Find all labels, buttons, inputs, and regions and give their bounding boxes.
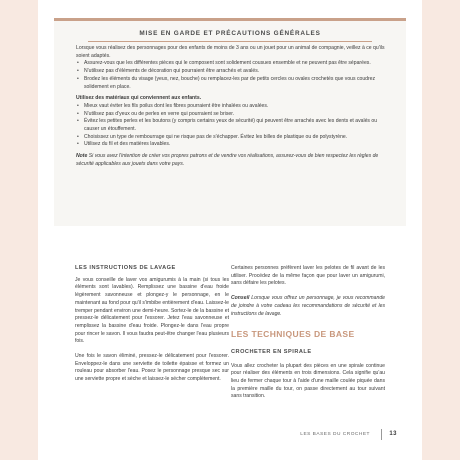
list-item: • N'utilisez pas d'yeux ou de perles en verre qui pourraient se briser.: [76, 111, 386, 119]
advice-paragraph: [231, 295, 385, 318]
list-item: • Assurez-vous que les différentes pièces qui le composent sont solidement cousues ensemble et ne peuvent pas être séparées.: [76, 60, 386, 68]
spiral-heading: CROCHETER EN SPIRALE: [231, 348, 312, 355]
footer-divider: [381, 429, 382, 440]
bullet-list-1: [76, 60, 386, 91]
page-number: 13: [389, 431, 397, 437]
note-text: Si vous avez l'intention de créer vos propres patrons et de vendre vos réalisations, assurez-vous de bien respectez les règles de sécurité applicables aux jouets dans votre pays.: [76, 153, 379, 167]
box-body: [76, 45, 386, 169]
list-item: • Utilisez du fil et des matières lavables.: [76, 141, 386, 149]
box-title: MISE EN GARDE ET PRÉCAUTIONS GÉNÉRALES: [139, 30, 321, 37]
book-page: [38, 0, 422, 460]
bullet-list-2: [76, 103, 386, 149]
box-note: [76, 153, 386, 168]
safety-box: [54, 18, 406, 226]
section-title: LES TECHNIQUES DE BASE: [231, 329, 355, 340]
running-head: LES BASES DU CROCHET: [300, 432, 370, 437]
list-item: • Évitez les petites perles et les boutons (y compris certains yeux de sécurité) qui peuvent être arrachés avec les dents et avalés ou causer un étouffement.: [76, 118, 386, 133]
washing-paragraph-2: Une fois le savon éliminé, pressez-le délicatement pour l'essorer. Enveloppez-le dans une serviette de toilette épaisse et formez un rouleau pour absorber l'eau. Posez le personnage presque sec sur une serviette propre et sèche et laissez-le sécher complètement.: [75, 353, 229, 383]
title-rule: [88, 41, 372, 42]
note-label: Note: [76, 153, 88, 160]
list-item: • Choisissez un type de rembourrage qui ne risque pas de s'échapper. Évitez les billes de plastique ou de polystyrène.: [76, 134, 386, 142]
list-item: • Mieux vaut éviter les fils poilus dont les fibres pourraient être inhalées ou avalées.: [76, 103, 386, 111]
spiral-paragraph: Vous allez crocheter la plupart des pièces en une spirale continue pour réaliser des éléments en trois dimensions. Cela signifie qu'au lieu de fermer chaque tour à l'aide d'une maille coulée piquée dans la première maille du tour, on passe directement au tour suivant sans transition.: [231, 362, 385, 400]
list-item: • Brodez les éléments du visage (yeux, nez, bouche) ou remplacez-les par de petits cercles ou ovales crochetés que vous coudrez solidement en place.: [76, 76, 386, 91]
list-item: • N'utilisez pas d'éléments de décoration qui pourraient être arrachés et avalés.: [76, 68, 386, 76]
advice-text: Lorsque vous offrez un personnage, je vous recommande de joindre à votre cadeau les recommandations de sécurité et les instructions de lavage.: [231, 295, 385, 317]
box-intro: Lorsque vous réalisez des personnages pour des enfants de moins de 3 ans ou un jouet pour un animal de compagnie, veillez à ce qu'ils soient adaptés.: [76, 45, 385, 59]
washing-paragraph-1: Je vous conseille de laver vos amigurumis à la main (si tous les éléments sont lavables). Remplissez une bassine d'eau froide légèrement savonneuse et plongez-y le personnage, en le maintenant au fond pour qu'il s'imbibe entièrement d'eau. Laissez-le tremper pendant environ une demi-heure. Sortez-le de la bassine et pressez-le délicatement pour l'essorer. Jetez l'eau savonneuse et remplissez la bassine d'eau froide. Plongez-le dans l'eau propre pour rincer le savon. Il vous faudra peut-être changer l'eau plusieurs fois.: [75, 276, 229, 345]
wool-paragraph: Certaines personnes préfèrent laver les pelotes de fil avant de les utiliser. Procédez de la même façon que pour laver un amigurumi, sans défaire les pelotes.: [231, 265, 385, 287]
left-column: [75, 265, 229, 384]
advice-label: Conseil: [231, 295, 250, 302]
right-column: [231, 265, 385, 401]
washing-heading: LES INSTRUCTIONS DE LAVAGE: [75, 265, 176, 271]
box-subheading: Utilisez des matériaux qui conviennent aux enfants.: [76, 95, 202, 102]
